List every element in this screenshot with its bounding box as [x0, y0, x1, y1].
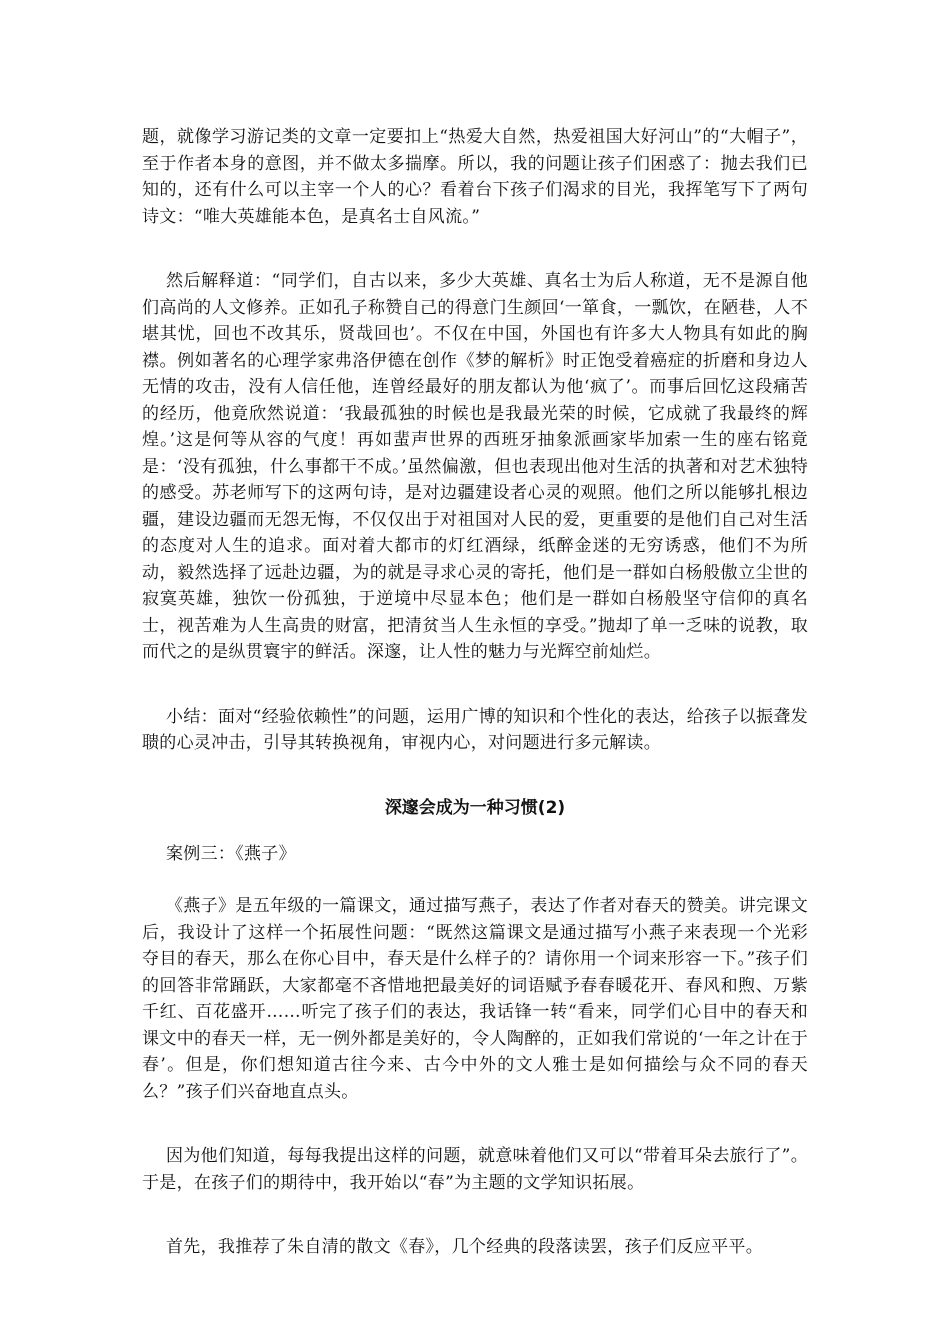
section-heading: 深邃会成为一种习惯(2): [384, 797, 566, 818]
case-label: 案例三：《燕子》: [166, 843, 296, 864]
paragraph-continuation: 题，就像学习游记类的文章一定要扣上“热爱大自然，热爱祖国大好河山”的“大帽子”，至于作者本身的意图，并不做太多揣摩。所以，我的问题让孩子们困惑了：抛去我们已知的，还有什么可以主宰一个人的心？看着台下孩子们渴求的目光，我挥笔写下了两句诗文：“唯大英雄能本色，是真名士自风流。”: [142, 127, 808, 227]
document-page: [142, 124, 808, 1299]
paragraph-explanation: 然后解释道：“同学们，自古以来，多少大英雄、真名士为后人称道，无不是源自他们高尚的人文修养。正如孔子称赞自己的得意门生颜回‘一箪食，一瓢饮，在陋巷，人不堪其忧，回也不改其乐，贤哉回也’。不仅在中国，外国也有许多大人物具有如此的胸襟。例如著名的心理学家弗洛伊德在创作《梦的解析》时正饱受着癌症的折磨和身边人无情的攻击，没有人信任他，连曾经最好的朋友都认为他‘疯了’。而事后回忆这段痛苦的经历，他竟欣然说道：‘我最孤独的时候也是我最光荣的时候，它成就了我最终的辉煌。’这是何等从容的气度！再如蜚声世界的西班牙抽象派画家毕加索一生的座右铭竟是：‘没有孤独，什么事都干不成。’虽然偏激，但也表现出他对生活的执著和对艺术独特的感受。苏老师写下的这两句诗，是对边疆建设者心灵的观照。他们之所以能够扎根边疆，建设边疆而无怨无悔，不仅仅出于对祖国对人民的爱，更重要的是他们自己对生活的态度对人生的追求。面对着大都市的灯红酒绿，纸醉金迷的无穷诱惑，他们不为所动，毅然选择了远赴边疆，为的就是寻求心灵的寄托，他们是一群如白杨般傲立尘世的寂寞英雄，独饮一份孤独，于逆境中尽显本色；他们是一群如白杨般坚守信仰的真名士，视苦难为人生高贵的财富，把清贫当人生永恒的享受。”抛却了单一乏味的说教，取而代之的是纵贯寰宇的鲜活。深邃，让人性的魅力与光辉空前灿烂。: [142, 271, 808, 662]
paragraph-summary: 小结：面对“经验依赖性”的问题，运用广博的知识和个性化的表达，给孩子以振聋发聩的心灵冲击，引导其转换视角，审视内心，对问题进行多元解读。: [142, 706, 808, 753]
paragraph-travel-with-ears: 因为他们知道，每每我提出这样的问题，就意味着他们又可以“带着耳朵去旅行了”。于是，在孩子们的期待中，我开始以“春”为主题的文学知识拓展。: [142, 1146, 808, 1193]
paragraph-zhu-ziqing: 首先，我推荐了朱自清的散文《春》，几个经典的段落读罢，孩子们反应平平。: [166, 1237, 763, 1257]
paragraph-swallow-lesson: 《燕子》是五年级的一篇课文，通过描写燕子，表达了作者对春天的赞美。讲完课文后，我设计了这样一个拓展性问题：“既然这篇课文是通过描写小燕子来表现一个光彩夺目的春天，那么在你心目中，春天是什么样子的？请你用一个词来形容一下。”孩子们的回答非常踊跃，大家都毫不吝惜地把最美好的词语赋予春春暖花开、春风和煦、万紫千红、百花盛开……听完了孩子们的表达，我话锋一转“看来，同学们心目中的春天和课文中的春天一样，无一例外都是美好的，令人陶醉的，正如我们常说的‘一年之计在于春’。但是，你们想知道古往今来、古今中外的文人雅士是如何描绘与众不同的春天么？”孩子们兴奋地直点头。: [142, 896, 808, 1102]
